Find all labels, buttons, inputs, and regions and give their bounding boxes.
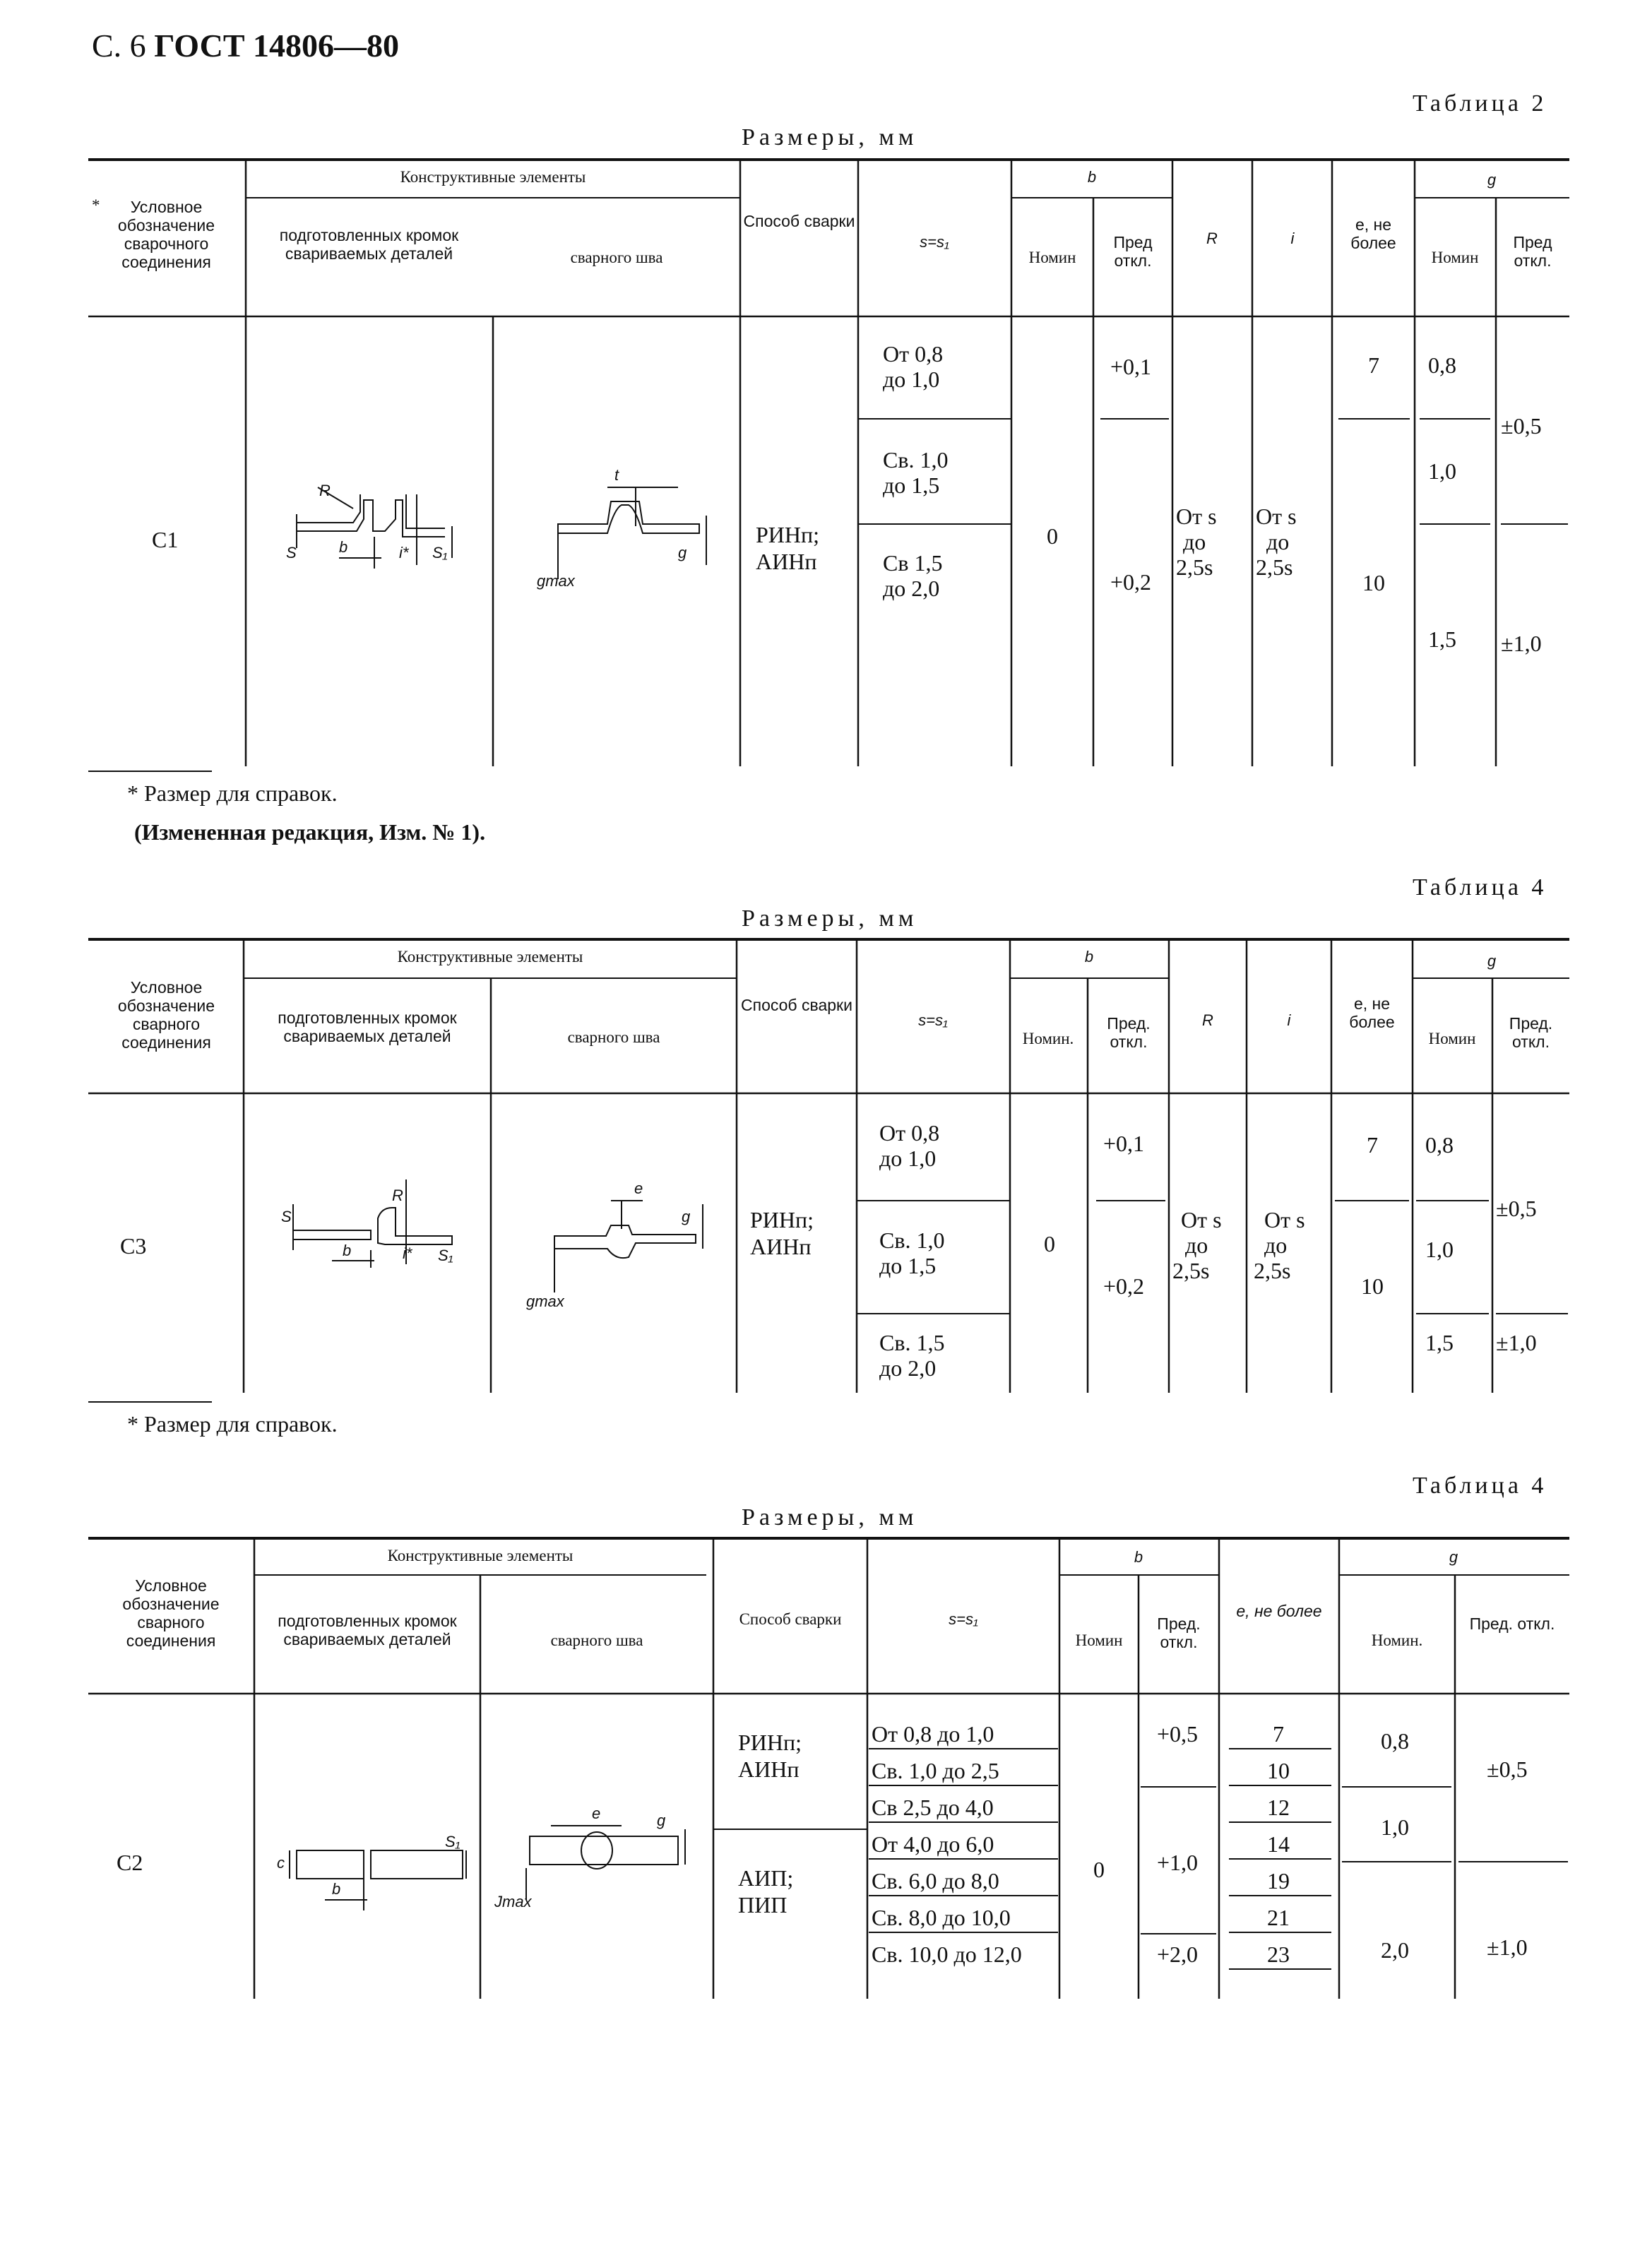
- svg-text:0: 0: [1047, 523, 1058, 549]
- svg-text:b: b: [343, 1242, 352, 1259]
- svg-text:s=s₁: s=s₁: [918, 1011, 948, 1029]
- svg-text:Конструктивные элементы: Конструктивные элементы: [387, 1547, 574, 1564]
- svg-text:до: до: [1183, 529, 1206, 554]
- svg-text:b: b: [1084, 948, 1094, 965]
- svg-text:С2: С2: [117, 1850, 143, 1875]
- svg-text:S₁: S₁: [445, 1833, 460, 1850]
- sketch-c3-weld: [526, 1179, 703, 1310]
- svg-text:23: 23: [1267, 1942, 1290, 1967]
- svg-text:g: g: [657, 1812, 666, 1829]
- col-e: e, не более: [1350, 215, 1396, 252]
- svg-text:РИНп;: РИНп;: [738, 1730, 802, 1755]
- svg-text:+0,2: +0,2: [1110, 569, 1152, 595]
- svg-text:0,8: 0,8: [1428, 352, 1456, 378]
- svg-text:до: до: [1185, 1232, 1208, 1258]
- col-method: Способ сварки: [743, 212, 855, 230]
- svg-text:2,0: 2,0: [1381, 1937, 1409, 1963]
- svg-text:e: e: [592, 1805, 601, 1822]
- svg-text:S: S: [281, 1208, 292, 1225]
- sketch-c1-weld: [537, 466, 706, 590]
- svg-text:i*: i*: [399, 544, 409, 561]
- svg-text:10: 10: [1361, 1273, 1384, 1299]
- svg-text:Способ сварки: Способ сварки: [739, 1610, 842, 1628]
- svg-text:10: 10: [1267, 1758, 1290, 1783]
- svg-text:±0,5: ±0,5: [1487, 1756, 1528, 1782]
- svg-text:1,0: 1,0: [1428, 458, 1456, 484]
- col-designation: Условное обозначение сварочного соединения: [117, 198, 215, 271]
- table-number: Таблица 4: [1413, 1473, 1547, 1499]
- svg-text:до 1,0: до 1,0: [879, 1146, 937, 1171]
- svg-text:gmax: gmax: [537, 572, 575, 590]
- svg-text:АИП;: АИП;: [738, 1865, 794, 1891]
- svg-text:От s: От s: [1264, 1207, 1305, 1232]
- svg-text:+2,0: +2,0: [1157, 1942, 1199, 1967]
- svg-text:Св. 8,0 до 10,0: Св. 8,0 до 10,0: [872, 1905, 1011, 1930]
- svg-text:сварного шва: сварного шва: [567, 1028, 660, 1046]
- table-4a-row: [120, 1120, 1537, 1381]
- table-4b-grid: [88, 1538, 1569, 1999]
- svg-text:Св. 1,0: Св. 1,0: [879, 1227, 945, 1253]
- col-b-dev: Пред откл.: [1113, 233, 1153, 270]
- svg-text:Св. 10,0 до 12,0: Св. 10,0 до 12,0: [872, 1942, 1022, 1967]
- svg-text:c: c: [277, 1854, 285, 1872]
- table-4a-header: Условное обозначение сварного соединения Конструктивные элементы подготовленных кромок свариваемых деталей сварного шва Способ сварки s=s₁ b Номин. Пред. откл. R i e, не более g Номин Пред. откл.: [90, 948, 1568, 1079]
- table-number: Таблица 2: [1413, 90, 1547, 117]
- table-4b-header: Условное обозначение сварного соединения Конструктивные элементы подготовленных кромок свариваемых деталей сварного шва Способ сварки s=s₁ b Номин Пред. откл. e, не более g Номин. Пред. откл.: [122, 1547, 1555, 1651]
- svg-text:АИНп: АИНп: [756, 549, 817, 574]
- col-weld: сварного шва: [570, 249, 663, 266]
- svg-text:g: g: [1449, 1548, 1458, 1566]
- svg-text:S₁: S₁: [432, 544, 448, 561]
- svg-text:R: R: [392, 1187, 403, 1204]
- sketch-c3-prepared: [281, 1179, 453, 1268]
- svg-text:g: g: [682, 1208, 691, 1225]
- col-b-nom: Номин: [1028, 249, 1076, 266]
- svg-text:+0,5: +0,5: [1157, 1721, 1199, 1747]
- table-units: Размеры, мм: [742, 905, 918, 932]
- svg-text:±1,0: ±1,0: [1501, 631, 1542, 656]
- svg-text:g: g: [678, 544, 687, 561]
- col-R: R: [1206, 230, 1218, 247]
- svg-text:2,5s: 2,5s: [1256, 554, 1293, 580]
- table-units: Размеры, мм: [742, 1504, 918, 1530]
- svg-text:РИНп;: РИНп;: [750, 1207, 814, 1232]
- col-b: b: [1087, 168, 1097, 186]
- svg-text:От 4,0 до 6,0: От 4,0 до 6,0: [872, 1831, 994, 1857]
- svg-text:Номин: Номин: [1075, 1631, 1123, 1649]
- col-g-nom: Номин: [1431, 249, 1479, 266]
- svg-text:АИНп: АИНп: [738, 1756, 800, 1782]
- svg-text:От s: От s: [1176, 504, 1217, 529]
- svg-text:R: R: [1202, 1011, 1213, 1029]
- svg-text:От s: От s: [1256, 504, 1297, 529]
- svg-text:2,5s: 2,5s: [1254, 1258, 1291, 1283]
- svg-text:0: 0: [1093, 1857, 1105, 1882]
- svg-text:S: S: [286, 544, 297, 561]
- sketch-c2-prepared: [277, 1833, 466, 1910]
- col-designation: Условное обозначение сварного соединения: [117, 978, 215, 1052]
- svg-text:gmax: gmax: [526, 1292, 564, 1310]
- col-i: i: [1290, 230, 1295, 247]
- svg-text:t: t: [614, 466, 619, 484]
- col-g-dev: Пред откл.: [1513, 233, 1552, 270]
- sketch-c1-prepared: [286, 482, 452, 569]
- svg-text:+1,0: +1,0: [1157, 1850, 1199, 1875]
- svg-text:g: g: [1487, 952, 1497, 970]
- svg-text:Св 2,5 до 4,0: Св 2,5 до 4,0: [872, 1795, 994, 1820]
- svg-text:ПИП: ПИП: [738, 1892, 788, 1918]
- svg-text:до 1,5: до 1,5: [879, 1253, 937, 1278]
- svg-text:Jmax: Jmax: [494, 1893, 532, 1910]
- svg-text:i: i: [1287, 1011, 1291, 1029]
- svg-text:1,0: 1,0: [1425, 1237, 1454, 1262]
- svg-text:R: R: [319, 482, 331, 499]
- svg-text:От 0,8 до 1,0: От 0,8 до 1,0: [872, 1721, 994, 1747]
- footnote: * Размер для справок.: [127, 1411, 338, 1437]
- svg-text:Св 1,5: Св 1,5: [883, 550, 943, 576]
- svg-text:От s: От s: [1181, 1207, 1222, 1232]
- svg-text:АИНп: АИНп: [750, 1234, 812, 1259]
- svg-text:до: до: [1264, 1232, 1288, 1258]
- svg-text:От 0,8: От 0,8: [879, 1120, 940, 1146]
- svg-text:e: e: [634, 1179, 643, 1197]
- page-number: С. 6: [92, 28, 146, 64]
- svg-text:+0,1: +0,1: [1110, 354, 1152, 379]
- svg-text:Номин.: Номин.: [1022, 1030, 1074, 1047]
- svg-text:до: до: [1266, 529, 1290, 554]
- col-elements: Конструктивные элементы: [400, 168, 586, 186]
- svg-text:РИНп;: РИНп;: [756, 522, 820, 547]
- svg-text:b: b: [1134, 1548, 1143, 1566]
- svg-text:±1,0: ±1,0: [1496, 1330, 1537, 1355]
- svg-text:19: 19: [1267, 1868, 1290, 1894]
- col-s: s=s₁: [920, 233, 949, 251]
- svg-text:7: 7: [1273, 1721, 1284, 1747]
- footnote: * Размер для справок.: [127, 780, 338, 806]
- svg-text:±1,0: ±1,0: [1487, 1934, 1528, 1960]
- svg-text:С3: С3: [120, 1233, 147, 1259]
- svg-text:i*: i*: [403, 1244, 412, 1262]
- svg-text:b: b: [332, 1880, 341, 1898]
- table-units: Размеры, мм: [742, 124, 918, 150]
- svg-text:Номин: Номин: [1428, 1030, 1476, 1047]
- amendment-note: (Измененная редакция, Изм. № 1).: [134, 819, 486, 845]
- designation-marker: *: [92, 196, 100, 214]
- table-4b-row: [117, 1721, 1528, 1967]
- sketch-c2-weld: [494, 1805, 685, 1910]
- col-prepared: подготовленных кромок свариваемых деталей: [279, 226, 459, 263]
- svg-text:2,5s: 2,5s: [1176, 554, 1213, 580]
- svg-text:до 1,5: до 1,5: [883, 472, 940, 498]
- svg-text:10: 10: [1362, 570, 1385, 595]
- svg-text:±0,5: ±0,5: [1496, 1196, 1537, 1221]
- svg-text:1,0: 1,0: [1381, 1814, 1409, 1840]
- svg-text:до 2,0: до 2,0: [879, 1355, 937, 1381]
- svg-text:Св. 1,0 до 2,5: Св. 1,0 до 2,5: [872, 1758, 999, 1783]
- svg-text:S₁: S₁: [438, 1247, 453, 1264]
- row-code: С1: [152, 527, 179, 552]
- svg-text:От 0,8: От 0,8: [883, 341, 944, 367]
- svg-text:0,8: 0,8: [1381, 1728, 1409, 1754]
- svg-text:Номин.: Номин.: [1371, 1631, 1423, 1649]
- table-2-header: [90, 168, 1568, 304]
- svg-text:0: 0: [1044, 1231, 1055, 1256]
- svg-text:7: 7: [1367, 1132, 1378, 1158]
- svg-text:0,8: 0,8: [1425, 1132, 1454, 1158]
- svg-text:s=s₁: s=s₁: [949, 1610, 978, 1628]
- standard-code: ГОСТ 14806—80: [154, 28, 400, 64]
- svg-text:1,5: 1,5: [1425, 1330, 1454, 1355]
- svg-text:12: 12: [1267, 1795, 1290, 1820]
- svg-text:b: b: [339, 538, 348, 556]
- svg-text:до 1,0: до 1,0: [883, 367, 940, 392]
- svg-text:+0,2: +0,2: [1103, 1273, 1145, 1299]
- col-g: g: [1487, 171, 1497, 189]
- svg-text:2,5s: 2,5s: [1172, 1258, 1210, 1283]
- svg-text:21: 21: [1267, 1905, 1290, 1930]
- svg-text:Св. 6,0 до 8,0: Св. 6,0 до 8,0: [872, 1868, 999, 1894]
- svg-text:Конструктивные элементы: Конструктивные элементы: [397, 948, 583, 965]
- svg-text:сварного шва: сварного шва: [550, 1631, 643, 1649]
- svg-text:+0,1: +0,1: [1103, 1131, 1145, 1156]
- table-number: Таблица 4: [1413, 874, 1547, 900]
- svg-text:7: 7: [1368, 352, 1379, 378]
- svg-text:14: 14: [1267, 1831, 1290, 1857]
- svg-text:Св. 1,0: Св. 1,0: [883, 447, 949, 472]
- svg-text:±0,5: ±0,5: [1501, 413, 1542, 439]
- svg-text:до 2,0: до 2,0: [883, 576, 940, 601]
- svg-text:1,5: 1,5: [1428, 626, 1456, 652]
- svg-text:Св. 1,5: Св. 1,5: [879, 1330, 945, 1355]
